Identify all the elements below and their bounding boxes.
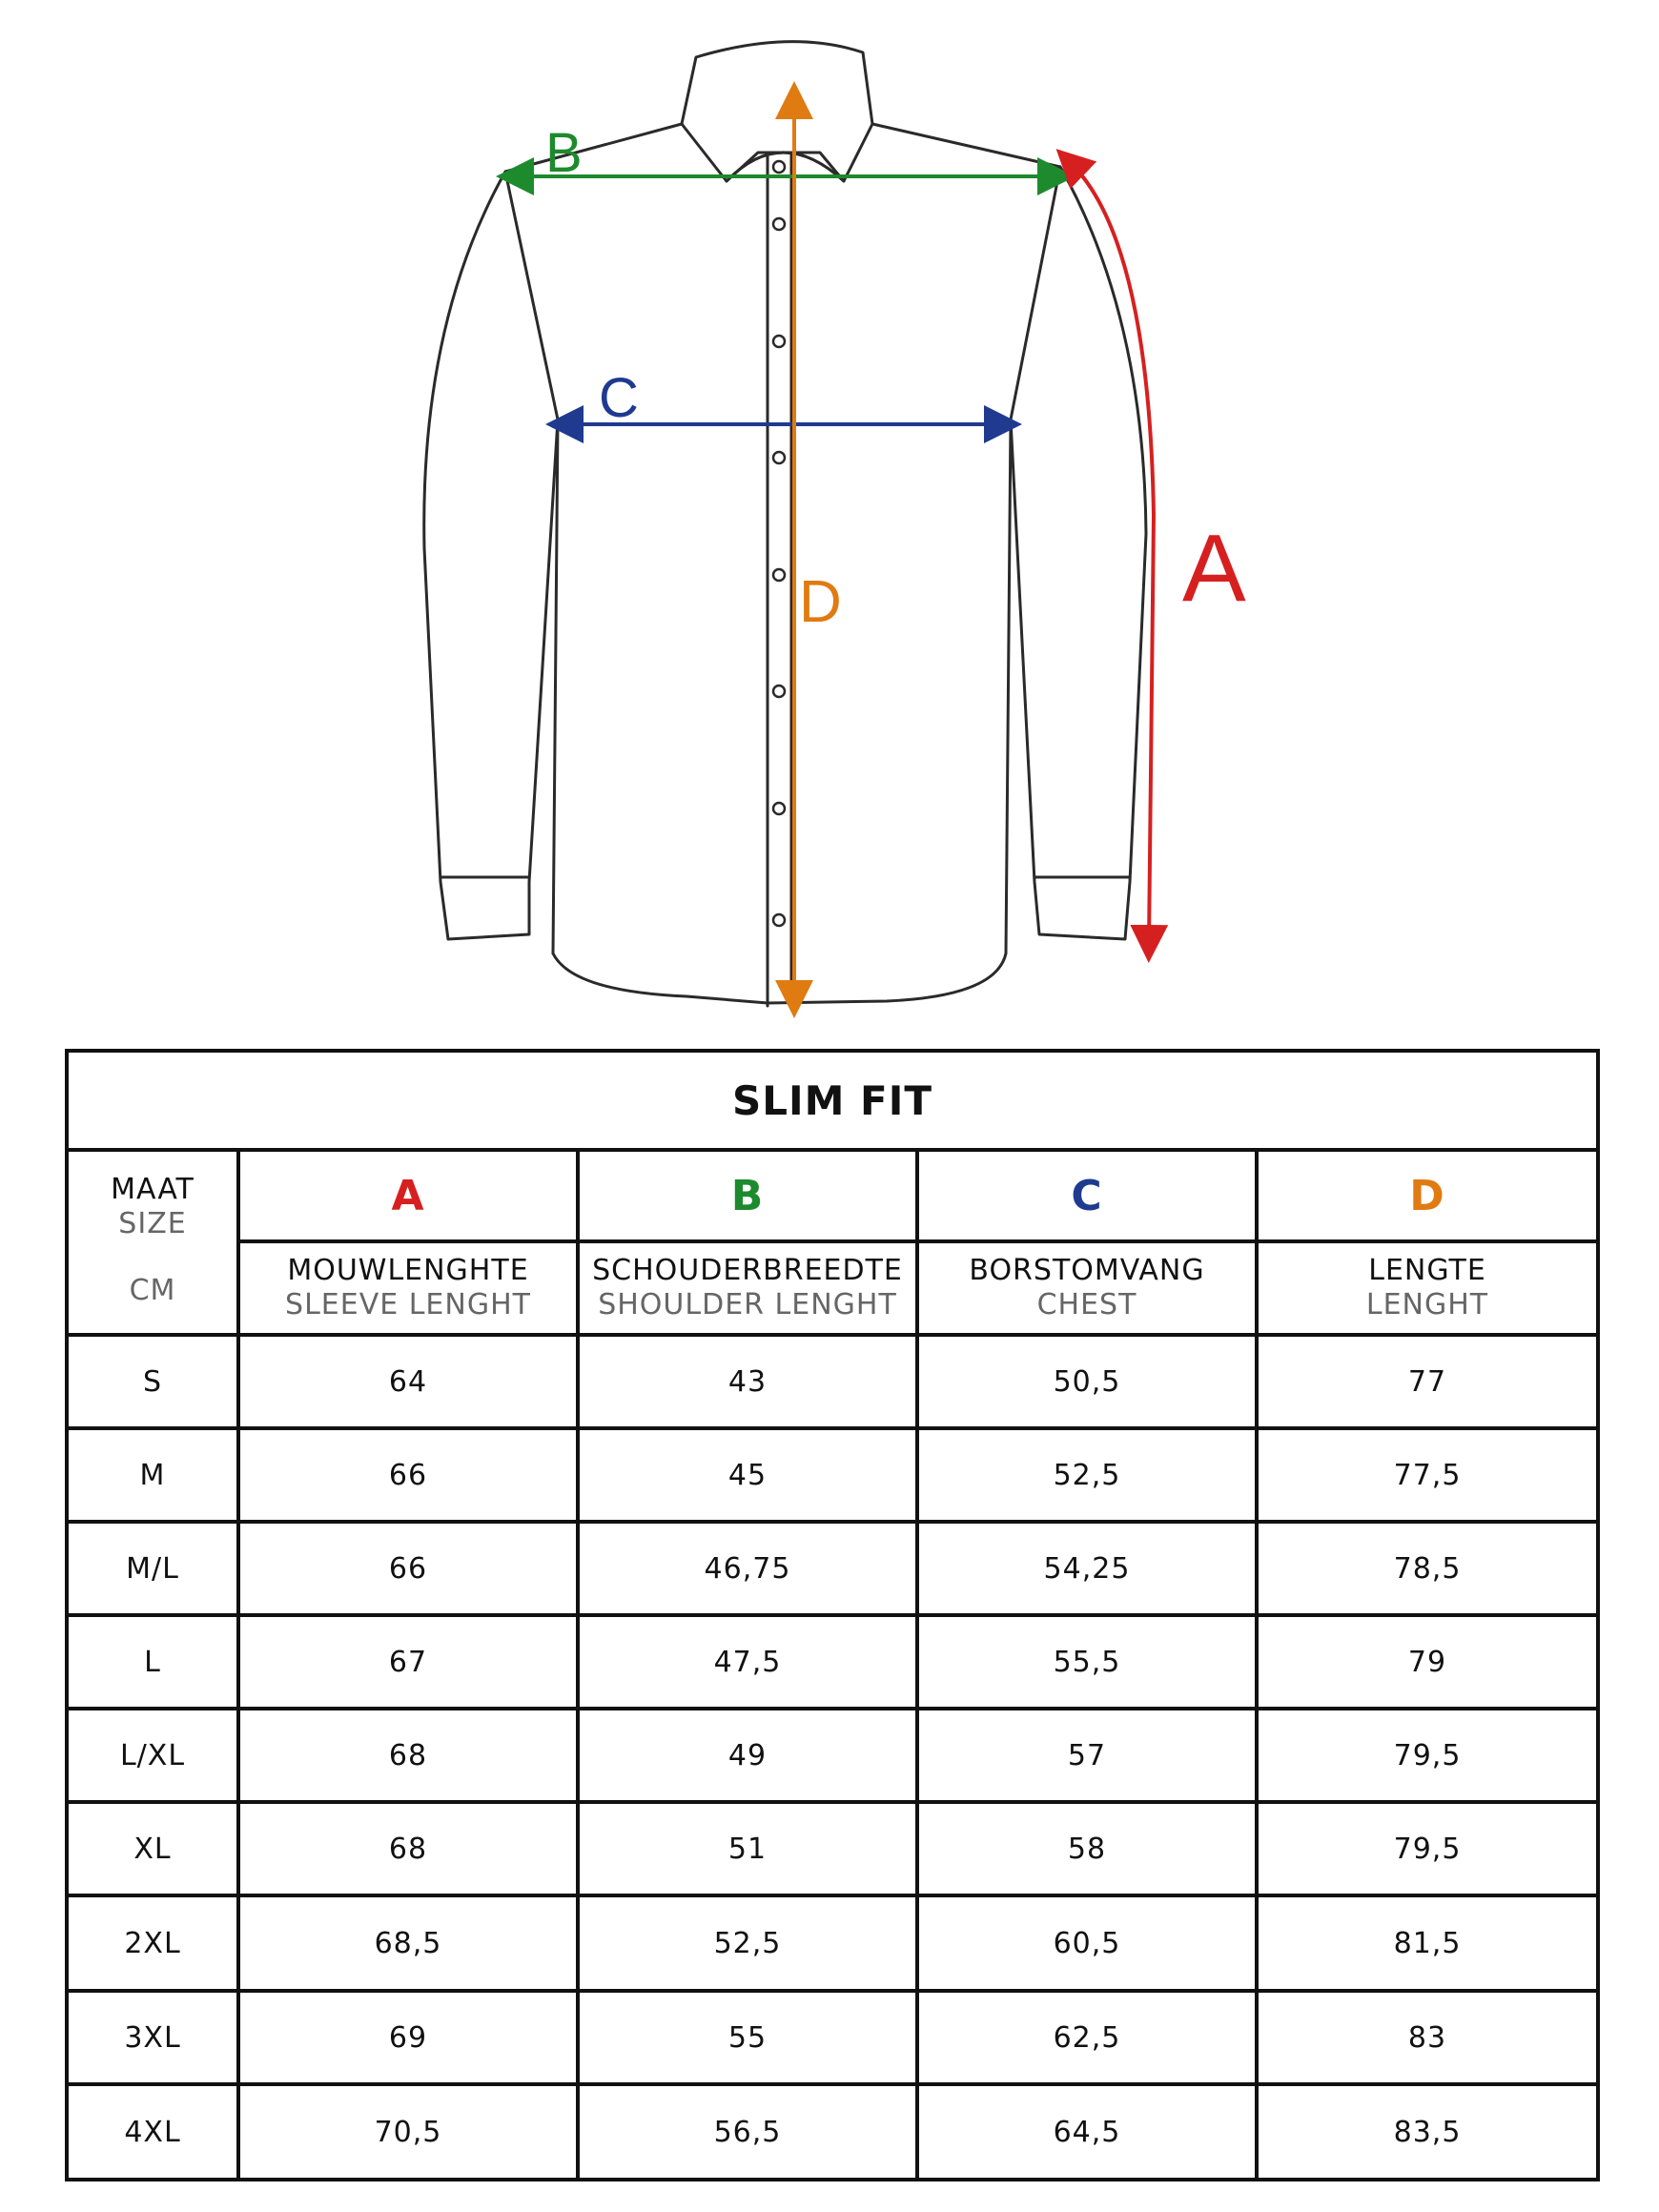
value-cell: 69 (238, 1991, 578, 2084)
shirt-diagram (0, 0, 1659, 1030)
size-header-cell (67, 1150, 238, 1335)
column-name-nl: BORSTOMVANG (969, 1254, 1205, 1287)
value-cell: 77,5 (1257, 1428, 1598, 1522)
value-cell: 57 (917, 1709, 1257, 1802)
size-cell: S (67, 1335, 238, 1428)
size-cell: 3XL (67, 1991, 238, 2084)
letter-row (67, 1150, 1598, 1241)
maat-label: MAAT (111, 1173, 195, 1206)
column-name-en: CHEST (1036, 1288, 1137, 1321)
column-name-d (1257, 1241, 1598, 1335)
value-cell: 49 (578, 1709, 917, 1802)
table-row (67, 1802, 1598, 1895)
column-letter-c: C (917, 1150, 1257, 1241)
value-cell: 64,5 (917, 2084, 1257, 2180)
value-cell: 68 (238, 1802, 578, 1895)
button (773, 803, 785, 814)
column-name-nl: MOUWLENGHTE (287, 1254, 529, 1287)
size-cell: M/L (67, 1522, 238, 1615)
table-row (67, 1615, 1598, 1709)
value-cell: 52,5 (917, 1428, 1257, 1522)
size-label: SIZE (118, 1207, 187, 1240)
button (773, 569, 785, 581)
value-cell: 66 (238, 1428, 578, 1522)
column-name-en: SHOULDER LENGHT (598, 1288, 897, 1321)
value-cell: 79,5 (1257, 1802, 1598, 1895)
shirt-outline (424, 42, 1146, 1006)
table-title-row (67, 1051, 1598, 1150)
value-cell: 55,5 (917, 1615, 1257, 1709)
unit-label: CM (129, 1274, 176, 1307)
button (773, 161, 785, 173)
size-chart-table (65, 1049, 1600, 2181)
value-cell: 79 (1257, 1615, 1598, 1709)
size-cell: XL (67, 1802, 238, 1895)
size-cell: 2XL (67, 1895, 238, 1991)
column-name-c (917, 1241, 1257, 1335)
column-name-en: SLEEVE LENGHT (285, 1288, 531, 1321)
value-cell: 81,5 (1257, 1895, 1598, 1991)
value-cell: 62,5 (917, 1991, 1257, 2084)
value-cell: 83 (1257, 1991, 1598, 2084)
table-row (67, 2084, 1598, 2180)
column-name-a (238, 1241, 578, 1335)
button (773, 686, 785, 697)
button (773, 914, 785, 926)
label-a: A (1182, 515, 1246, 622)
value-cell: 68,5 (238, 1895, 578, 1991)
value-cell: 67 (238, 1615, 578, 1709)
value-cell: 45 (578, 1428, 917, 1522)
value-cell: 47,5 (578, 1615, 917, 1709)
table-row (67, 1895, 1598, 1991)
value-cell: 56,5 (578, 2084, 917, 2180)
value-cell: 83,5 (1257, 2084, 1598, 2180)
table-row (67, 1335, 1598, 1428)
label-c: C (599, 367, 639, 429)
value-cell: 55 (578, 1991, 917, 2084)
column-letter-a: A (238, 1150, 578, 1241)
value-cell: 52,5 (578, 1895, 917, 1991)
value-cell: 70,5 (238, 2084, 578, 2180)
value-cell: 68 (238, 1709, 578, 1802)
column-name-row (67, 1241, 1598, 1335)
size-cell: L (67, 1615, 238, 1709)
value-cell: 60,5 (917, 1895, 1257, 1991)
column-letter-d: D (1257, 1150, 1598, 1241)
value-cell: 46,75 (578, 1522, 917, 1615)
value-cell: 64 (238, 1335, 578, 1428)
table-title: SLIM FIT (67, 1051, 1598, 1150)
button (773, 336, 785, 347)
value-cell: 51 (578, 1802, 917, 1895)
table-row (67, 1522, 1598, 1615)
table-row (67, 1428, 1598, 1522)
value-cell: 79,5 (1257, 1709, 1598, 1802)
size-cell: 4XL (67, 2084, 238, 2180)
value-cell: 66 (238, 1522, 578, 1615)
button (773, 218, 785, 230)
size-cell: L/XL (67, 1709, 238, 1802)
label-d: D (799, 569, 842, 635)
button (773, 452, 785, 463)
column-name-nl: SCHOUDERBREEDTE (592, 1254, 903, 1287)
value-cell: 54,25 (917, 1522, 1257, 1615)
table-row (67, 1991, 1598, 2084)
value-cell: 50,5 (917, 1335, 1257, 1428)
column-letter-b: B (578, 1150, 917, 1241)
label-b: B (545, 122, 583, 184)
buttons (773, 161, 785, 926)
column-name-nl: LENGTE (1368, 1254, 1486, 1287)
value-cell: 43 (578, 1335, 917, 1428)
value-cell: 58 (917, 1802, 1257, 1895)
value-cell: 78,5 (1257, 1522, 1598, 1615)
sleeve-arrow-a (1070, 162, 1154, 944)
value-cell: 77 (1257, 1335, 1598, 1428)
size-cell: M (67, 1428, 238, 1522)
column-name-en: LENGHT (1365, 1288, 1489, 1321)
column-name-b (578, 1241, 917, 1335)
table-row (67, 1709, 1598, 1802)
